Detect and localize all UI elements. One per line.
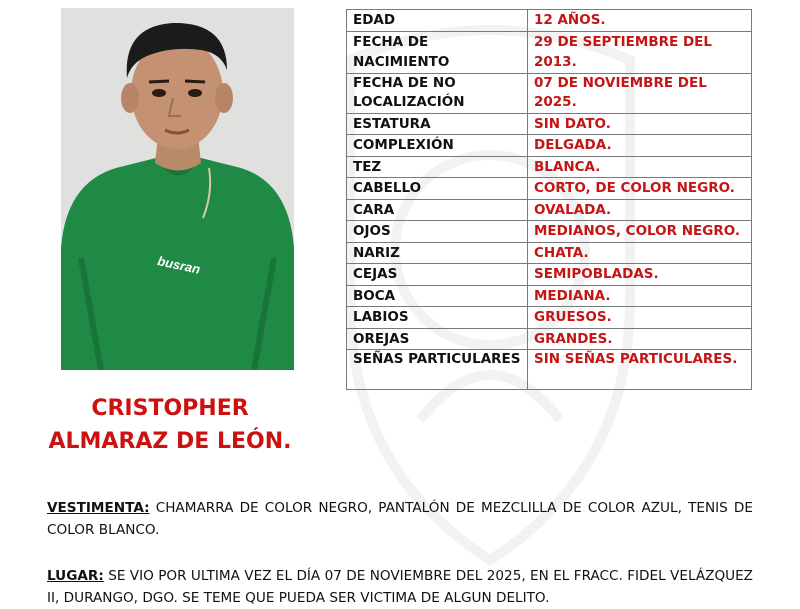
table-row <box>347 113 752 135</box>
shirt-brand-text: busran <box>156 253 202 277</box>
table-row <box>347 264 752 286</box>
detail-label: LABIOS <box>347 307 528 329</box>
location-text: SE VIO POR ULTIMA VEZ EL DÍA 07 DE NOVIEMBRE DEL 2025, EN EL FRACC. FIDEL VELÁZQUEZ II, DURANGO, DGO. SE TEME QUE PUEDA SER VICTIMA DE ALGUN DELITO. <box>47 568 753 606</box>
detail-value: MEDIANA. <box>528 285 752 307</box>
detail-label: SEÑAS PARTICULARES <box>347 350 528 390</box>
detail-value: 29 DE SEPTIEMBRE DEL 2013. <box>528 31 752 73</box>
detail-value: SEMIPOBLADAS. <box>528 264 752 286</box>
detail-value: DELGADA. <box>528 135 752 157</box>
detail-label: CARA <box>347 199 528 221</box>
detail-value: MEDIANOS, COLOR NEGRO. <box>528 221 752 243</box>
table-row <box>347 73 752 113</box>
detail-value: GRUESOS. <box>528 307 752 329</box>
details-table <box>346 9 752 390</box>
detail-label: BOCA <box>347 285 528 307</box>
table-row <box>347 221 752 243</box>
name-line-1: CRISTOPHER <box>91 396 249 421</box>
table-row <box>347 199 752 221</box>
table-row <box>347 156 752 178</box>
person-name <box>20 392 320 458</box>
table-row <box>347 178 752 200</box>
clothing-heading: VESTIMENTA: <box>47 500 150 516</box>
clothing-paragraph <box>47 497 753 541</box>
detail-label: CABELLO <box>347 178 528 200</box>
detail-label: FECHA DE NO LOCALIZACIÓN <box>347 73 528 113</box>
table-row <box>347 350 752 390</box>
detail-value: 07 DE NOVIEMBRE DEL 2025. <box>528 73 752 113</box>
name-line-2: ALMARAZ DE LEÓN. <box>48 429 292 454</box>
detail-label: CEJAS <box>347 264 528 286</box>
location-paragraph <box>47 565 753 609</box>
detail-value: CORTO, DE COLOR NEGRO. <box>528 178 752 200</box>
detail-label: COMPLEXIÓN <box>347 135 528 157</box>
table-row <box>347 328 752 350</box>
table-row <box>347 10 752 32</box>
missing-person-photo <box>61 8 294 370</box>
detail-value: BLANCA. <box>528 156 752 178</box>
table-row <box>347 307 752 329</box>
detail-label: OREJAS <box>347 328 528 350</box>
detail-label: TEZ <box>347 156 528 178</box>
detail-label: ESTATURA <box>347 113 528 135</box>
table-row <box>347 242 752 264</box>
detail-label: FECHA DE NACIMIENTO <box>347 31 528 73</box>
detail-value: SIN DATO. <box>528 113 752 135</box>
clothing-text: CHAMARRA DE COLOR NEGRO, PANTALÓN DE MEZCLILLA DE COLOR AZUL, TENIS DE COLOR BLANCO. <box>47 500 753 538</box>
detail-value: 12 AÑOS. <box>528 10 752 32</box>
detail-value: GRANDES. <box>528 328 752 350</box>
detail-value: OVALADA. <box>528 199 752 221</box>
detail-value: CHATA. <box>528 242 752 264</box>
table-row <box>347 135 752 157</box>
detail-label: EDAD <box>347 10 528 32</box>
location-heading: LUGAR: <box>47 568 104 584</box>
detail-label: NARIZ <box>347 242 528 264</box>
detail-label: OJOS <box>347 221 528 243</box>
detail-value: SIN SEÑAS PARTICULARES. <box>528 350 752 390</box>
table-row <box>347 285 752 307</box>
table-row <box>347 31 752 73</box>
